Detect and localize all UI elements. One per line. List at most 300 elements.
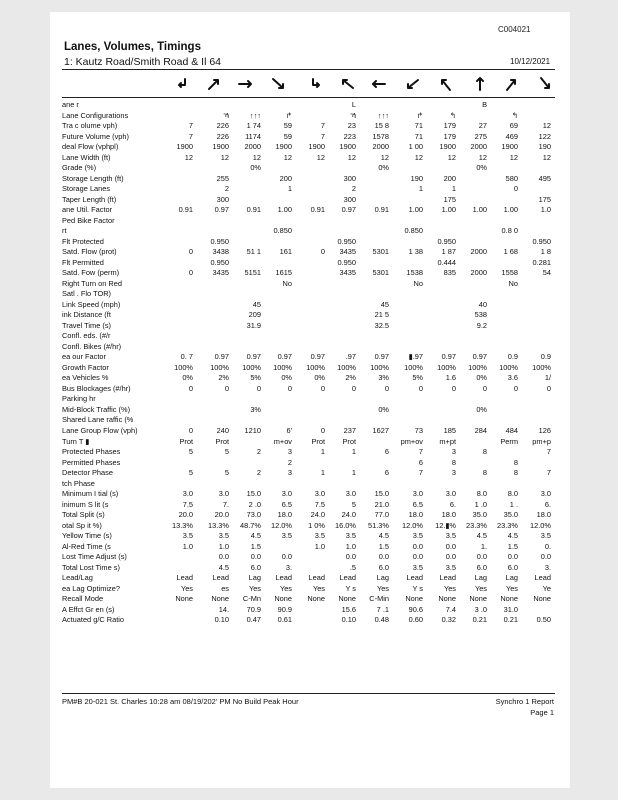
table-row xyxy=(0,132,618,143)
wbr-icon xyxy=(404,76,420,92)
table-cell: 0.21 xyxy=(472,615,487,625)
row-label: Yellow Time (s) xyxy=(62,531,112,541)
table-cell: 100% xyxy=(306,362,325,372)
table-cell: 6.5 xyxy=(412,499,423,509)
row-label: ea Vehicles % xyxy=(62,373,109,383)
table-cell: 175 xyxy=(538,194,551,204)
table-cell: 1 xyxy=(287,184,292,194)
table-row xyxy=(0,342,618,353)
table-cell: 8 xyxy=(482,468,487,478)
footer-software: Synchro 1 Report xyxy=(495,697,554,706)
table-cell: 4.5 xyxy=(507,531,518,541)
table-cell: 12 xyxy=(542,121,551,131)
table-cell: No xyxy=(282,278,292,288)
row-label: Al-Red Time (s xyxy=(62,541,111,551)
table-cell: 1538 xyxy=(406,268,423,278)
table-cell: 77.0 xyxy=(374,510,389,520)
table-cell: 3.5 xyxy=(540,531,551,541)
row-label: Future Volume (vph) xyxy=(62,131,129,141)
table-cell: ↰ xyxy=(511,110,518,120)
table-cell: 0.8 0 xyxy=(501,226,518,236)
table-cell: 70.9 xyxy=(246,604,261,614)
table-cell: Perm xyxy=(500,436,518,446)
table-row xyxy=(0,468,618,479)
table-cell: Prot xyxy=(179,436,193,446)
table-cell: 240 xyxy=(216,425,229,435)
table-cell: 0 xyxy=(482,383,487,393)
table-row xyxy=(0,121,618,132)
table-cell: 1 xyxy=(351,468,356,478)
table-cell: None xyxy=(307,594,325,604)
table-cell: 1.0 xyxy=(345,541,356,551)
table-cell: 0.281 xyxy=(532,257,551,267)
table-cell: 2000 xyxy=(470,142,487,152)
table-cell: None xyxy=(469,594,487,604)
table-cell: 0.91 xyxy=(310,205,325,215)
table-cell: 7. xyxy=(222,499,229,509)
table-cell: ↑↑↑ xyxy=(249,110,261,120)
table-cell: 2 xyxy=(256,468,261,478)
table-cell: 0 xyxy=(513,184,518,194)
table-cell: 835 xyxy=(443,268,456,278)
table-row xyxy=(0,573,618,584)
table-cell: 9.2 xyxy=(476,320,487,330)
table-cell: 54 xyxy=(542,268,551,278)
table-cell: m+pt xyxy=(439,436,456,446)
table-cell: 1.00 xyxy=(441,205,456,215)
table-cell: 15.0 xyxy=(246,489,261,499)
table-row xyxy=(0,605,618,616)
ebt-icon xyxy=(237,76,253,92)
table-row xyxy=(0,415,618,426)
table-cell: 8 xyxy=(482,447,487,457)
table-cell: ↑↑↑ xyxy=(377,110,389,120)
table-cell: ኻ xyxy=(350,110,356,120)
table-cell: 0.950 xyxy=(532,236,551,246)
table-cell: 3 .0 xyxy=(474,604,487,614)
table-cell: 12 xyxy=(414,152,423,162)
table-cell: 18.0 xyxy=(277,510,292,520)
table-cell: Lag xyxy=(505,573,518,583)
table-cell: 0.0 xyxy=(378,552,389,562)
report-title: Lanes, Volumes, Timings xyxy=(64,41,201,53)
row-label: ane r xyxy=(62,100,79,109)
table-cell: 12.0% xyxy=(402,520,423,530)
table-cell: 73 xyxy=(414,425,423,435)
table-cell: 12 xyxy=(478,152,487,162)
table-cell: 2000 xyxy=(244,142,261,152)
table-cell: 100% xyxy=(532,362,551,372)
table-cell: 126 xyxy=(538,425,551,435)
table-cell: 0% xyxy=(314,373,325,383)
table-cell: 2 .0 xyxy=(248,499,261,509)
row-label: Lead/Lag xyxy=(62,573,93,583)
table-cell: 0 xyxy=(224,383,229,393)
table-cell: pm+ov xyxy=(400,436,423,446)
table-cell: 100% xyxy=(437,362,456,372)
table-cell: 7 xyxy=(188,121,193,131)
table-cell: 122 xyxy=(538,131,551,141)
table-cell: 7 .1 xyxy=(376,604,389,614)
table-cell: Lead xyxy=(339,573,356,583)
table-cell: 7.4 xyxy=(445,604,456,614)
table-cell: 1900 xyxy=(308,142,325,152)
table-row xyxy=(0,226,618,237)
table-cell: 1.6 xyxy=(445,373,456,383)
table-row xyxy=(0,163,618,174)
table-cell: 300 xyxy=(343,194,356,204)
sbl-icon xyxy=(537,76,553,92)
row-label: otal Sp it %) xyxy=(62,520,102,530)
table-cell: 12.0% xyxy=(271,520,292,530)
table-cell: 2% xyxy=(345,373,356,383)
table-cell: 580 xyxy=(505,173,518,183)
table-cell: 255 xyxy=(216,173,229,183)
table-cell: 100% xyxy=(404,362,423,372)
table-cell: 3.0 xyxy=(314,489,325,499)
row-label: Confl. Bikes (#/hr) xyxy=(62,341,122,351)
table-row xyxy=(0,111,618,122)
nbl-icon xyxy=(438,76,454,92)
table-cell: 185 xyxy=(443,425,456,435)
table-cell: 484 xyxy=(505,425,518,435)
table-row xyxy=(0,489,618,500)
table-cell: 4.5 xyxy=(378,531,389,541)
table-cell: 5 xyxy=(188,447,193,457)
row-label: rt xyxy=(62,226,67,236)
table-row xyxy=(0,289,618,300)
table-cell: 1615 xyxy=(275,268,292,278)
report-date: 10/12/2021 xyxy=(510,57,551,66)
table-cell: 0.0 xyxy=(281,552,292,562)
row-label: Permitted Phases xyxy=(62,457,121,467)
table-cell: 0.97 xyxy=(374,352,389,362)
table-cell: None xyxy=(405,594,423,604)
table-cell: 0.0 xyxy=(218,552,229,562)
table-cell: 3 xyxy=(451,447,456,457)
table-cell: 35.0 xyxy=(472,510,487,520)
table-cell: 190 xyxy=(410,173,423,183)
table-cell: 1 xyxy=(320,468,325,478)
row-label: Confl. eds. (#/r xyxy=(62,331,111,341)
table-cell: 100% xyxy=(370,362,389,372)
table-cell: 7 xyxy=(418,447,423,457)
table-cell: None xyxy=(175,594,193,604)
row-label: A Effct Gr en (s) xyxy=(62,604,115,614)
table-cell: 0.32 xyxy=(441,615,456,625)
table-cell: 0.850 xyxy=(404,226,423,236)
table-cell: 0.97 xyxy=(214,352,229,362)
table-cell: None xyxy=(338,594,356,604)
row-label: Satd. Fow (perm) xyxy=(62,268,120,278)
table-cell: 0.91 xyxy=(178,205,193,215)
table-cell: 0.97 xyxy=(246,352,261,362)
table-cell: 0% xyxy=(182,373,193,383)
table-cell: None xyxy=(533,594,551,604)
table-cell: 6.0 xyxy=(378,562,389,572)
table-cell: 100% xyxy=(273,362,292,372)
table-cell: 1.0 xyxy=(182,541,193,551)
table-cell: 0% xyxy=(281,373,292,383)
table-cell: 0% xyxy=(250,163,261,173)
table-cell: Yes xyxy=(279,583,292,593)
table-cell: 3.5 xyxy=(218,531,229,541)
table-cell: 0 xyxy=(451,383,456,393)
table-cell: .97 xyxy=(345,352,356,362)
table-cell: 0.21 xyxy=(503,615,518,625)
row-label: Storage Lanes xyxy=(62,184,111,194)
table-cell: 300 xyxy=(343,173,356,183)
table-cell: ▮.97 xyxy=(408,352,423,362)
table-cell: 24.0 xyxy=(310,510,325,520)
table-cell: 3435 xyxy=(212,268,229,278)
table-cell: ↰ xyxy=(449,110,456,120)
table-cell: No xyxy=(413,278,423,288)
table-cell: 2000 xyxy=(372,142,389,152)
table-cell: 7 xyxy=(188,131,193,141)
table-cell: 3.6 xyxy=(507,373,518,383)
page-number: Page 1 xyxy=(530,708,554,717)
table-cell: 0.0 xyxy=(412,541,423,551)
table-cell: 3 xyxy=(451,468,456,478)
table-cell: 59 xyxy=(283,121,292,131)
table-row xyxy=(0,331,618,342)
table-cell: Lead xyxy=(406,573,423,583)
row-label: Storage Length (ft) xyxy=(62,173,124,183)
table-cell: 6. xyxy=(449,499,456,509)
table-cell: 12 xyxy=(347,152,356,162)
table-cell: 6' xyxy=(286,425,292,435)
table-cell: 16.0% xyxy=(335,520,356,530)
table-cell: 3.5 xyxy=(445,531,456,541)
row-label: Lane Width (ft) xyxy=(62,152,111,162)
table-cell: 12.▮% xyxy=(435,520,456,530)
table-cell: 1 68 xyxy=(503,247,518,257)
table-row xyxy=(0,184,618,195)
table-cell: 100% xyxy=(174,362,193,372)
table-cell: 6.0 xyxy=(250,562,261,572)
table-cell: 69 xyxy=(509,121,518,131)
table-cell: Lead xyxy=(439,573,456,583)
table-cell: 3. xyxy=(544,562,551,572)
table-cell: 14. xyxy=(218,604,229,614)
table-cell: 6.0 xyxy=(476,562,487,572)
table-cell: 100% xyxy=(210,362,229,372)
wbu-icon xyxy=(308,76,324,92)
row-label: deal Flow (vphpl) xyxy=(62,142,119,152)
table-cell: 2 xyxy=(351,184,356,194)
row-label: Actuated g/C Ratio xyxy=(62,615,125,625)
table-cell: 1.00 xyxy=(277,205,292,215)
table-cell: Lead xyxy=(176,573,193,583)
table-cell: 1 xyxy=(451,184,456,194)
table-cell: 32.5 xyxy=(374,320,389,330)
table-cell: 0.0 xyxy=(476,552,487,562)
table-cell: 12 xyxy=(447,152,456,162)
table-cell: B xyxy=(482,100,487,109)
table-row xyxy=(0,584,618,595)
table-cell: 1900 xyxy=(212,142,229,152)
table-row xyxy=(0,615,618,626)
table-cell: 23.3% xyxy=(497,520,518,530)
table-cell: 0.48 xyxy=(374,615,389,625)
table-cell: 5301 xyxy=(372,247,389,257)
movement-header xyxy=(0,76,618,94)
table-cell: 1 8 xyxy=(540,247,551,257)
table-cell: 100% xyxy=(337,362,356,372)
table-cell: 0.950 xyxy=(337,257,356,267)
table-cell: 5301 xyxy=(372,268,389,278)
table-cell: 0.0 xyxy=(445,541,456,551)
table-cell: 5% xyxy=(412,373,423,383)
row-label: Lane Configurations xyxy=(62,110,129,120)
table-row xyxy=(0,542,618,553)
table-cell: 0 xyxy=(188,383,193,393)
table-cell: 0 xyxy=(256,383,261,393)
table-cell: 48.7% xyxy=(240,520,261,530)
table-cell: 1627 xyxy=(372,425,389,435)
table-cell: 0.97 xyxy=(310,352,325,362)
table-cell: 0.97 xyxy=(277,352,292,362)
table-cell: 13.3% xyxy=(208,520,229,530)
table-cell: Ye xyxy=(542,583,551,593)
table-row xyxy=(0,100,618,111)
table-cell: 0. xyxy=(544,541,551,551)
table-cell: 6 xyxy=(418,457,423,467)
table-cell: 20.0 xyxy=(214,510,229,520)
table-cell: 40 xyxy=(478,299,487,309)
table-row xyxy=(0,363,618,374)
table-cell: 2 xyxy=(256,447,261,457)
wbl-icon xyxy=(339,76,355,92)
table-cell: Y s xyxy=(412,583,423,593)
table-cell: 23.3% xyxy=(466,520,487,530)
table-cell: 31.9 xyxy=(246,320,261,330)
intersection-name: 1: Kautz Road/Smith Road & Il 64 xyxy=(64,56,222,68)
table-cell: 0.10 xyxy=(341,615,356,625)
table-cell: 7 xyxy=(546,468,551,478)
table-cell: 12 xyxy=(184,152,193,162)
table-cell: 6 xyxy=(384,447,389,457)
table-cell: 1 xyxy=(351,447,356,457)
table-cell: 7.5 xyxy=(182,499,193,509)
table-cell: Lag xyxy=(376,573,389,583)
table-cell: 3.0 xyxy=(445,489,456,499)
table-cell: 12 xyxy=(220,152,229,162)
table-cell: Yes xyxy=(248,583,261,593)
row-label: Bus Blockages (#/hr) xyxy=(62,383,131,393)
header-divider xyxy=(62,69,555,70)
table-cell: 1900 xyxy=(439,142,456,152)
table-cell: 3 xyxy=(287,447,292,457)
table-row xyxy=(0,394,618,405)
row-label: Shared Lane raffic (% xyxy=(62,415,134,425)
table-cell: 2000 xyxy=(470,247,487,257)
table-cell: 15.6 xyxy=(341,604,356,614)
table-cell: 0 xyxy=(320,247,325,257)
table-cell: 5% xyxy=(250,373,261,383)
table-cell: 21.0 xyxy=(374,499,389,509)
table-cell: 45 xyxy=(252,299,261,309)
table-row xyxy=(0,300,618,311)
table-cell: 7 xyxy=(546,447,551,457)
table-cell: 100% xyxy=(242,362,261,372)
table-cell: 0% xyxy=(476,373,487,383)
table-cell: 538 xyxy=(474,310,487,320)
table-cell: Prot xyxy=(311,436,325,446)
table-cell: Yes xyxy=(376,583,389,593)
table-cell: 1.0 xyxy=(218,541,229,551)
table-cell: C-Min xyxy=(369,594,389,604)
table-cell: 6 xyxy=(384,468,389,478)
table-cell: 1.0 xyxy=(314,541,325,551)
row-label: ane Util. Factor xyxy=(62,205,113,215)
movement-divider xyxy=(62,97,555,98)
table-cell: 0.950 xyxy=(437,236,456,246)
row-label: Detector Phase xyxy=(62,468,113,478)
table-cell: 5151 xyxy=(244,268,261,278)
table-cell: 1578 xyxy=(372,131,389,141)
table-cell: 3.5 xyxy=(182,531,193,541)
table-cell: 1900 xyxy=(275,142,292,152)
row-label: Satd. Flow (prot) xyxy=(62,247,117,257)
row-label: Protected Phases xyxy=(62,447,121,457)
table-row xyxy=(0,174,618,185)
table-cell: Yes xyxy=(312,583,325,593)
table-cell: 0.9 xyxy=(540,352,551,362)
table-cell: 200 xyxy=(443,173,456,183)
table-cell: 0% xyxy=(378,404,389,414)
table-cell: None xyxy=(438,594,456,604)
table-row xyxy=(0,594,618,605)
row-label: Link Speed (mph) xyxy=(62,299,121,309)
table-cell: 3.5 xyxy=(412,531,423,541)
table-cell: 161 xyxy=(279,247,292,257)
wbt-icon xyxy=(371,76,387,92)
table-cell: 0.9 xyxy=(507,352,518,362)
table-cell: 0.950 xyxy=(210,257,229,267)
table-cell: 3.0 xyxy=(218,489,229,499)
table-cell: 5 xyxy=(351,499,356,509)
table-row xyxy=(0,426,618,437)
table-cell: L xyxy=(351,100,356,109)
table-row xyxy=(0,153,618,164)
table-cell: 1900 xyxy=(501,142,518,152)
table-cell: Yes xyxy=(180,583,193,593)
ebr-icon xyxy=(271,76,287,92)
footer-divider xyxy=(62,693,555,694)
ebl-icon xyxy=(206,76,222,92)
table-cell: 6.5 xyxy=(281,499,292,509)
table-cell: 59 xyxy=(283,131,292,141)
table-cell: 73.0 xyxy=(246,510,261,520)
table-row xyxy=(0,247,618,258)
row-label: Lane Group Flow (vph) xyxy=(62,425,138,435)
table-cell: 3.5 xyxy=(281,531,292,541)
table-row xyxy=(0,142,618,153)
table-cell: 1.00 xyxy=(503,205,518,215)
table-row xyxy=(0,552,618,563)
table-cell: Lag xyxy=(248,573,261,583)
table-cell: 1 00 xyxy=(408,142,423,152)
table-cell: 0.97 xyxy=(214,205,229,215)
table-row xyxy=(0,500,618,511)
table-cell: 3.0 xyxy=(281,489,292,499)
table-cell: C-Mn xyxy=(242,594,261,604)
table-cell: No xyxy=(508,278,518,288)
table-cell: 3.0 xyxy=(182,489,193,499)
table-cell: 3438 xyxy=(212,247,229,257)
